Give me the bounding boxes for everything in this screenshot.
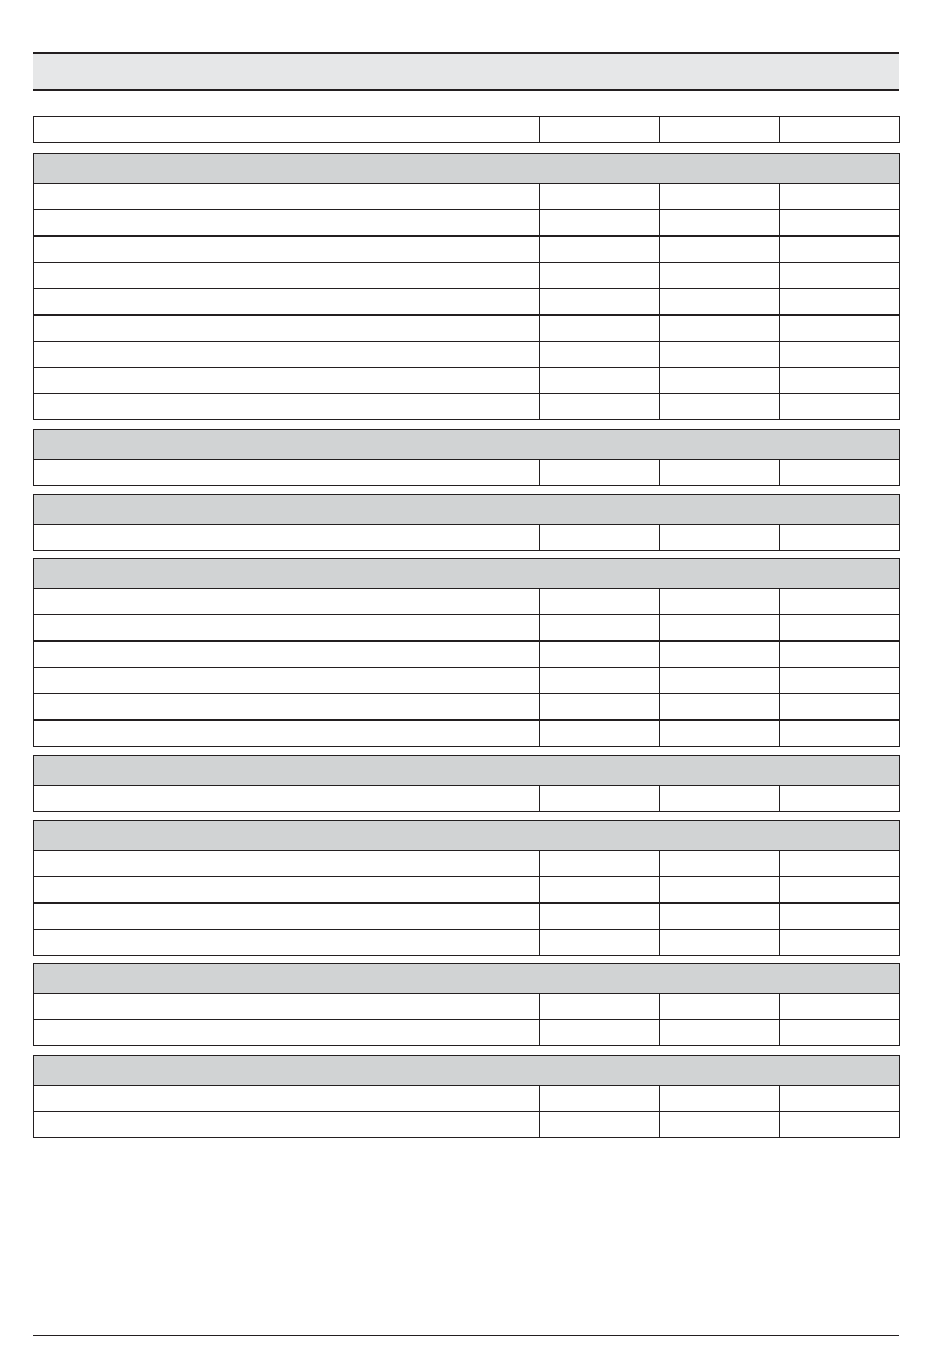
value-cell-c[interactable] bbox=[780, 342, 899, 367]
row-label-cell bbox=[34, 642, 540, 667]
value-cell-c[interactable] bbox=[780, 877, 899, 902]
table-row bbox=[33, 1019, 900, 1046]
section-heading bbox=[33, 153, 900, 184]
value-cell-a[interactable] bbox=[540, 615, 660, 640]
table-row bbox=[33, 641, 900, 668]
value-cell-a[interactable] bbox=[540, 904, 660, 929]
table-row bbox=[33, 262, 900, 289]
table-row bbox=[33, 929, 900, 956]
value-cell-a[interactable] bbox=[540, 721, 660, 746]
table-row bbox=[33, 524, 900, 551]
column-header-c bbox=[780, 117, 899, 142]
table-row bbox=[33, 720, 900, 747]
value-cell-a[interactable] bbox=[540, 342, 660, 367]
page-title-bar bbox=[33, 52, 899, 91]
value-cell-a[interactable] bbox=[540, 994, 660, 1019]
value-cell-a[interactable] bbox=[540, 1020, 660, 1045]
column-header-b bbox=[660, 117, 780, 142]
value-cell-b[interactable] bbox=[660, 184, 780, 209]
value-cell-b[interactable] bbox=[660, 930, 780, 955]
value-cell-b[interactable] bbox=[660, 342, 780, 367]
value-cell-a[interactable] bbox=[540, 210, 660, 235]
section-heading bbox=[33, 429, 900, 460]
value-cell-a[interactable] bbox=[540, 1112, 660, 1137]
value-cell-a[interactable] bbox=[540, 289, 660, 314]
value-cell-c[interactable] bbox=[780, 289, 899, 314]
value-cell-a[interactable] bbox=[540, 786, 660, 811]
value-cell-c[interactable] bbox=[780, 263, 899, 288]
value-cell-a[interactable] bbox=[540, 851, 660, 876]
table-row bbox=[33, 183, 900, 210]
value-cell-a[interactable] bbox=[540, 642, 660, 667]
row-label-cell bbox=[34, 1020, 540, 1045]
value-cell-b[interactable] bbox=[660, 237, 780, 262]
column-header-a bbox=[540, 117, 660, 142]
row-label-cell bbox=[34, 460, 540, 485]
value-cell-b[interactable] bbox=[660, 316, 780, 341]
value-cell-b[interactable] bbox=[660, 877, 780, 902]
row-label-cell bbox=[34, 994, 540, 1019]
value-cell-c[interactable] bbox=[780, 589, 899, 614]
value-cell-b[interactable] bbox=[660, 1020, 780, 1045]
row-label-cell bbox=[34, 263, 540, 288]
table-row bbox=[33, 1111, 900, 1138]
table-row bbox=[33, 667, 900, 694]
value-cell-b[interactable] bbox=[660, 1112, 780, 1137]
value-cell-a[interactable] bbox=[540, 460, 660, 485]
column-header-label bbox=[34, 117, 540, 142]
value-cell-b[interactable] bbox=[660, 994, 780, 1019]
value-cell-b[interactable] bbox=[660, 694, 780, 719]
value-cell-c[interactable] bbox=[780, 615, 899, 640]
value-cell-c[interactable] bbox=[780, 930, 899, 955]
row-label-cell bbox=[34, 694, 540, 719]
value-cell-c[interactable] bbox=[780, 460, 899, 485]
value-cell-c[interactable] bbox=[780, 394, 899, 419]
section-heading bbox=[33, 820, 900, 851]
row-label-cell bbox=[34, 851, 540, 876]
row-label-cell bbox=[34, 721, 540, 746]
row-label-cell bbox=[34, 237, 540, 262]
value-cell-a[interactable] bbox=[540, 930, 660, 955]
value-cell-b[interactable] bbox=[660, 668, 780, 693]
value-cell-c[interactable] bbox=[780, 668, 899, 693]
row-label-cell bbox=[34, 1086, 540, 1111]
row-label-cell bbox=[34, 877, 540, 902]
value-cell-c[interactable] bbox=[780, 184, 899, 209]
value-cell-a[interactable] bbox=[540, 694, 660, 719]
value-cell-a[interactable] bbox=[540, 877, 660, 902]
table-row bbox=[33, 693, 900, 720]
value-cell-b[interactable] bbox=[660, 851, 780, 876]
value-cell-b[interactable] bbox=[660, 904, 780, 929]
value-cell-b[interactable] bbox=[660, 525, 780, 550]
value-cell-b[interactable] bbox=[660, 394, 780, 419]
row-label-cell bbox=[34, 210, 540, 235]
value-cell-a[interactable] bbox=[540, 589, 660, 614]
value-cell-c[interactable] bbox=[780, 316, 899, 341]
table-row bbox=[33, 1085, 900, 1112]
table-row bbox=[33, 393, 900, 420]
table-row bbox=[33, 288, 900, 315]
row-label-cell bbox=[34, 589, 540, 614]
table-row bbox=[33, 341, 900, 368]
table-row bbox=[33, 876, 900, 903]
column-header-row bbox=[33, 116, 900, 143]
value-cell-a[interactable] bbox=[540, 184, 660, 209]
value-cell-c[interactable] bbox=[780, 721, 899, 746]
value-cell-b[interactable] bbox=[660, 786, 780, 811]
table-row bbox=[33, 614, 900, 641]
row-label-cell bbox=[34, 786, 540, 811]
value-cell-b[interactable] bbox=[660, 721, 780, 746]
table-row bbox=[33, 588, 900, 615]
value-cell-b[interactable] bbox=[660, 589, 780, 614]
row-label-cell bbox=[34, 904, 540, 929]
table-row bbox=[33, 785, 900, 812]
value-cell-c[interactable] bbox=[780, 786, 899, 811]
table-row bbox=[33, 993, 900, 1020]
row-label-cell bbox=[34, 930, 540, 955]
value-cell-b[interactable] bbox=[660, 460, 780, 485]
value-cell-a[interactable] bbox=[540, 237, 660, 262]
section-heading bbox=[33, 558, 900, 589]
value-cell-c[interactable] bbox=[780, 237, 899, 262]
value-cell-b[interactable] bbox=[660, 368, 780, 393]
value-cell-a[interactable] bbox=[540, 368, 660, 393]
value-cell-b[interactable] bbox=[660, 642, 780, 667]
row-label-cell bbox=[34, 668, 540, 693]
value-cell-c[interactable] bbox=[780, 642, 899, 667]
value-cell-c[interactable] bbox=[780, 1086, 899, 1111]
section-heading bbox=[33, 963, 900, 994]
value-cell-a[interactable] bbox=[540, 525, 660, 550]
value-cell-c[interactable] bbox=[780, 525, 899, 550]
value-cell-c[interactable] bbox=[780, 994, 899, 1019]
footer-rule bbox=[33, 1335, 899, 1336]
value-cell-b[interactable] bbox=[660, 289, 780, 314]
section-heading bbox=[33, 494, 900, 525]
value-cell-a[interactable] bbox=[540, 1086, 660, 1111]
row-label-cell bbox=[34, 316, 540, 341]
section-heading bbox=[33, 755, 900, 786]
row-label-cell bbox=[34, 184, 540, 209]
row-label-cell bbox=[34, 525, 540, 550]
row-label-cell bbox=[34, 615, 540, 640]
row-label-cell bbox=[34, 342, 540, 367]
value-cell-c[interactable] bbox=[780, 694, 899, 719]
value-cell-c[interactable] bbox=[780, 904, 899, 929]
table-row bbox=[33, 459, 900, 486]
value-cell-c[interactable] bbox=[780, 1112, 899, 1137]
table-row bbox=[33, 850, 900, 877]
value-cell-c[interactable] bbox=[780, 1020, 899, 1045]
table-row bbox=[33, 236, 900, 263]
row-label-cell bbox=[34, 289, 540, 314]
value-cell-b[interactable] bbox=[660, 210, 780, 235]
value-cell-a[interactable] bbox=[540, 668, 660, 693]
value-cell-a[interactable] bbox=[540, 263, 660, 288]
value-cell-b[interactable] bbox=[660, 1086, 780, 1111]
value-cell-b[interactable] bbox=[660, 263, 780, 288]
row-label-cell bbox=[34, 1112, 540, 1137]
value-cell-b[interactable] bbox=[660, 615, 780, 640]
table-row bbox=[33, 367, 900, 394]
row-label-cell bbox=[34, 368, 540, 393]
table-row bbox=[33, 209, 900, 236]
value-cell-c[interactable] bbox=[780, 210, 899, 235]
row-label-cell bbox=[34, 394, 540, 419]
value-cell-c[interactable] bbox=[780, 368, 899, 393]
table-row bbox=[33, 315, 900, 342]
value-cell-a[interactable] bbox=[540, 316, 660, 341]
table-row bbox=[33, 903, 900, 930]
value-cell-a[interactable] bbox=[540, 394, 660, 419]
section-heading bbox=[33, 1055, 900, 1086]
value-cell-c[interactable] bbox=[780, 851, 899, 876]
